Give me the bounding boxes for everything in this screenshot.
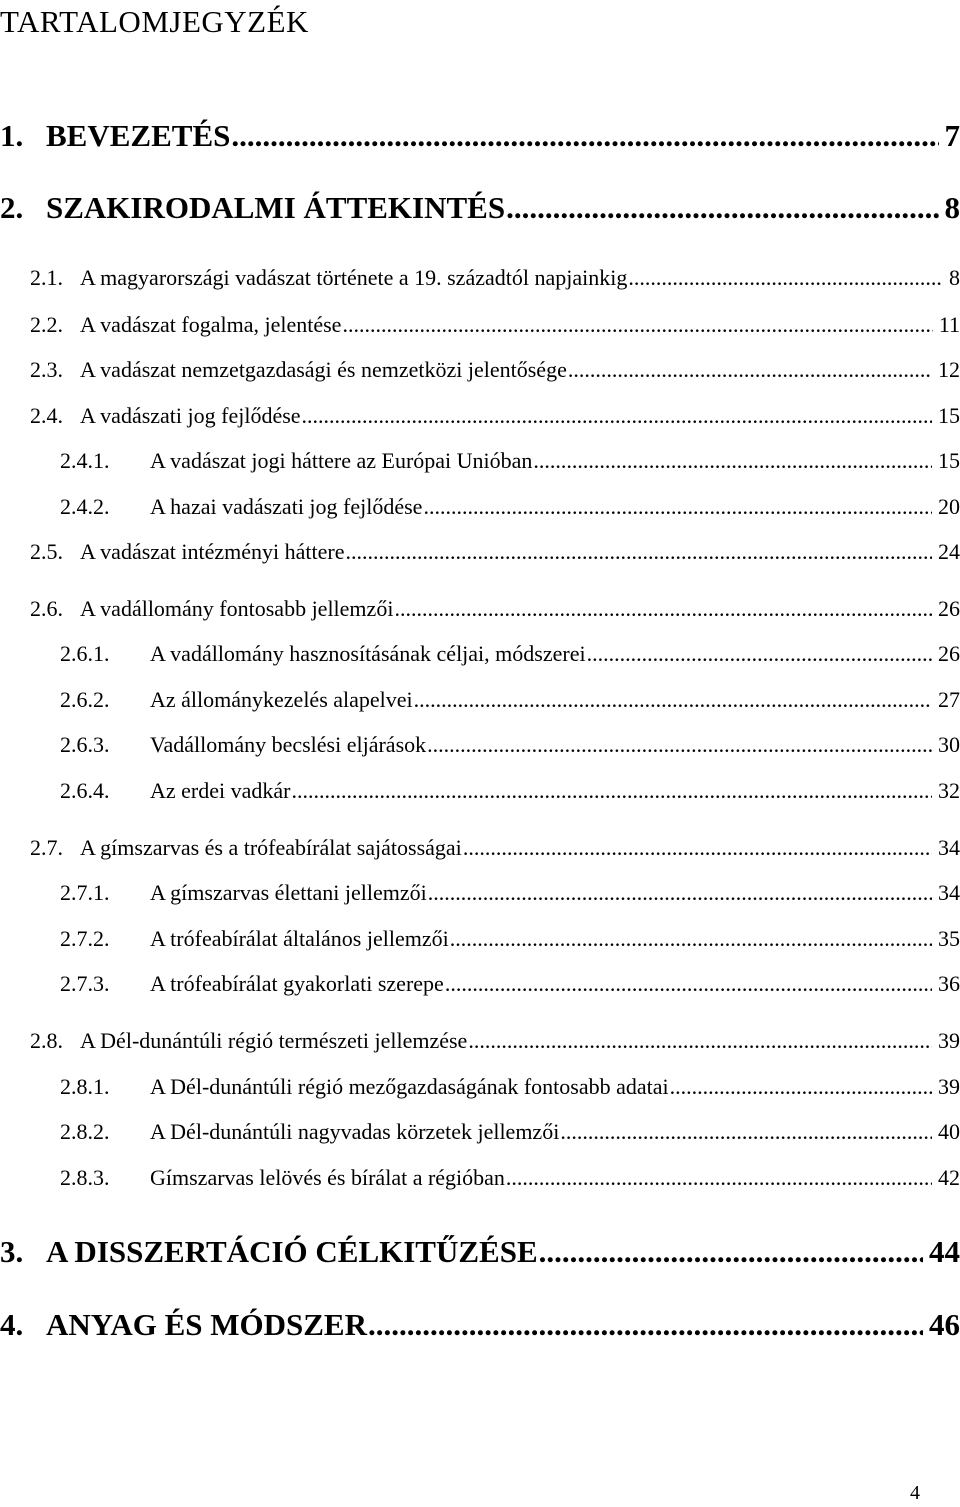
toc-entry[interactable] <box>60 1074 960 1100</box>
toc-entry-label: Gímszarvas lelövés és bírálat a régióban <box>150 1165 505 1190</box>
dot-leader <box>346 539 933 565</box>
dot-leader <box>423 494 932 520</box>
toc-entry-page: 26 <box>938 596 960 621</box>
toc-entry-page: 7 <box>944 118 960 153</box>
toc-entry-label: A gímszarvas és a trófeabírálat sajátosságai <box>80 835 462 860</box>
toc-entry[interactable] <box>60 732 960 758</box>
toc-entry-label: A Dél-dunántúli nagyvadas körzetek jellemzői <box>150 1119 560 1144</box>
dot-leader <box>450 926 932 952</box>
dot-leader <box>539 1234 923 1270</box>
dot-leader <box>628 265 943 291</box>
dot-leader <box>533 448 932 474</box>
toc-entry-page: 39 <box>938 1074 960 1099</box>
toc-entry-label: A vadászat nemzetgazdasági és nemzetközi jelentősége <box>80 357 567 382</box>
dot-leader <box>445 971 932 997</box>
toc-entry-number: 1. <box>0 118 24 153</box>
toc-entry-number: 2.6.2. <box>60 687 110 712</box>
dot-leader <box>427 732 932 758</box>
toc-entry-page: 20 <box>938 494 960 519</box>
dot-leader <box>560 1119 932 1145</box>
dot-leader <box>463 835 932 861</box>
toc-entry-number: 2. <box>0 190 24 225</box>
toc-entry-number: 2.8. <box>30 1028 63 1053</box>
toc-entry[interactable] <box>60 971 960 997</box>
toc-entry-label: A Dél-dunántúli régió természeti jellemzése <box>80 1028 468 1053</box>
dot-leader <box>291 778 932 804</box>
toc-entry-page: 35 <box>938 926 960 951</box>
toc-entry-page: 11 <box>938 312 960 337</box>
toc-entry[interactable] <box>30 312 960 338</box>
dot-leader <box>670 1074 932 1100</box>
toc-entry-number: 2.4. <box>30 403 63 428</box>
toc-entry-label: A vadállomány hasznosításának céljai, módszerei <box>150 641 586 666</box>
toc-entry-number: 2.5. <box>30 539 63 564</box>
toc-entry-label: A trófeabírálat gyakorlati szerepe <box>150 971 444 996</box>
dot-leader <box>587 641 932 667</box>
toc-entry[interactable] <box>0 1307 960 1343</box>
toc-entry-page: 44 <box>929 1234 960 1269</box>
toc-entry-page: 42 <box>938 1165 960 1190</box>
toc-entry-label: Az erdei vadkár <box>150 778 291 803</box>
toc-entry-page: 32 <box>938 778 960 803</box>
toc-entry[interactable] <box>60 687 960 713</box>
toc-entry-label: A vadászat fogalma, jelentése <box>80 312 342 337</box>
toc-entry[interactable] <box>30 403 960 429</box>
toc-entry[interactable] <box>0 118 960 154</box>
toc-entry-label: ANYAG ÉS MÓDSZER <box>46 1307 367 1342</box>
toc-entry-page: 8 <box>949 265 960 290</box>
toc-entry-page: 24 <box>938 539 960 564</box>
toc-entry-label: A trófeabírálat általános jellemzői <box>150 926 449 951</box>
toc-entry-label: A Dél-dunántúli régió mezőgazdaságának fontosabb adatai <box>150 1074 669 1099</box>
toc-entry[interactable] <box>60 880 960 906</box>
toc-entry-label: Vadállomány becslési eljárások <box>150 732 427 757</box>
toc-entry-label: A magyarországi vadászat története a 19. századtól napjainkig <box>80 265 628 290</box>
toc-entry-number: 2.3. <box>30 357 63 382</box>
toc-entry-page: 15 <box>938 403 960 428</box>
toc-entry-page: 30 <box>938 732 960 757</box>
toc-entry-number: 2.6.3. <box>60 732 110 757</box>
toc-entry[interactable] <box>0 1234 960 1270</box>
toc-entry[interactable] <box>60 1165 960 1191</box>
toc-entry[interactable] <box>30 596 960 622</box>
toc-entry-number: 2.1. <box>30 265 63 290</box>
toc-entry[interactable] <box>60 448 960 474</box>
toc-entry-number: 2.6.1. <box>60 641 110 666</box>
toc-entry-number: 3. <box>0 1234 24 1269</box>
page-number: 4 <box>910 1482 920 1504</box>
toc-entry-page: 39 <box>938 1028 960 1053</box>
toc-entry[interactable] <box>30 1028 960 1054</box>
toc-entry-number: 4. <box>0 1307 24 1342</box>
toc-entry-number: 2.8.1. <box>60 1074 110 1099</box>
toc-entry-page: 26 <box>938 641 960 666</box>
toc-entry[interactable] <box>30 835 960 861</box>
dot-leader <box>428 880 932 906</box>
toc-entry[interactable] <box>60 1119 960 1145</box>
toc-entry[interactable] <box>60 926 960 952</box>
toc-entry-label: A DISSZERTÁCIÓ CÉLKITŰZÉSE <box>46 1234 538 1269</box>
toc-entry-page: 27 <box>938 687 960 712</box>
toc-entry-page: 12 <box>938 357 960 382</box>
toc-entry-label: SZAKIRODALMI ÁTTEKINTÉS <box>46 190 506 225</box>
toc-entry[interactable] <box>60 778 960 804</box>
toc-entry-label: A vadászat intézményi háttere <box>80 539 345 564</box>
dot-leader <box>468 1028 932 1054</box>
toc-entry[interactable] <box>30 357 960 383</box>
toc-entry-label: Az állománykezelés alapelvei <box>150 687 413 712</box>
toc-entry[interactable] <box>0 190 960 226</box>
toc-entry-number: 2.4.2. <box>60 494 110 519</box>
dot-leader <box>231 118 938 154</box>
toc-entry-label: A hazai vadászati jog fejlődése <box>150 494 423 519</box>
toc-entry[interactable] <box>60 641 960 667</box>
toc-entry-page: 40 <box>938 1119 960 1144</box>
toc-entry-label: A vadállomány fontosabb jellemzői <box>80 596 394 621</box>
toc-entry-number: 2.4.1. <box>60 448 110 473</box>
dot-leader <box>506 190 938 226</box>
toc-entry-page: 46 <box>929 1307 960 1342</box>
dot-leader <box>394 596 932 622</box>
toc-entry-number: 2.7.3. <box>60 971 110 996</box>
toc-entry-number: 2.6. <box>30 596 63 621</box>
toc-title: TARTALOMJEGYZÉK <box>0 4 309 39</box>
toc-entry-number: 2.8.3. <box>60 1165 110 1190</box>
toc-entry-page: 34 <box>938 880 960 905</box>
toc-entry-label: A gímszarvas élettani jellemzői <box>150 880 427 905</box>
dot-leader <box>414 687 932 713</box>
dot-leader <box>302 403 932 429</box>
dot-leader <box>342 312 932 338</box>
toc-entry-number: 2.2. <box>30 312 63 337</box>
dot-leader <box>506 1165 932 1191</box>
toc-entry-number: 2.8.2. <box>60 1119 110 1144</box>
toc-entry-label: A vadászati jog fejlődése <box>80 403 301 428</box>
toc-entry-number: 2.7.2. <box>60 926 110 951</box>
toc-entry-page: 36 <box>938 971 960 996</box>
toc-entry[interactable] <box>60 494 960 520</box>
toc-entry[interactable] <box>30 265 960 291</box>
toc-entry-page: 15 <box>938 448 960 473</box>
toc-entry-label: A vadászat jogi háttere az Európai Unióban <box>150 448 533 473</box>
toc-entry-number: 2.7. <box>30 835 63 860</box>
dot-leader <box>568 357 932 383</box>
toc-entry[interactable] <box>30 539 960 565</box>
dot-leader <box>368 1307 923 1343</box>
toc-entry-page: 8 <box>944 190 960 225</box>
toc-entry-page: 34 <box>938 835 960 860</box>
toc-entry-label: BEVEZETÉS <box>46 118 231 153</box>
toc-entry-number: 2.6.4. <box>60 778 110 803</box>
toc-entry-number: 2.7.1. <box>60 880 110 905</box>
